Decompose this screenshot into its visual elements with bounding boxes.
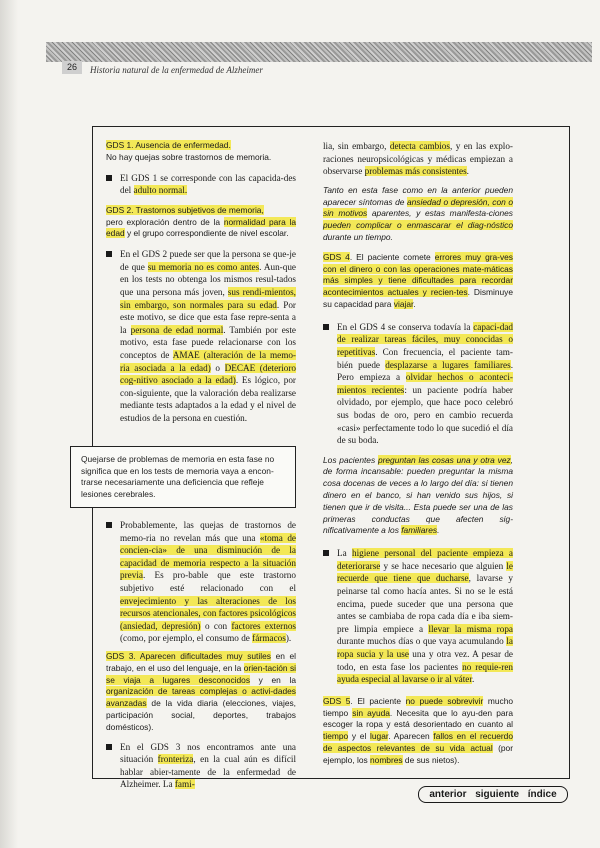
- text-run: . El paciente: [350, 695, 406, 706]
- right-column: [323, 140, 513, 767]
- text-run: . Necesita que lo ayu-den para escoger la ropa y está desorientado en cuanto al: [323, 707, 513, 730]
- callout-text: Quejarse de problemas de memoria en esta fase no significa que en los tests de memoria vaya a encon-trarse necesariamente una deficiencia que refleje lesiones cerebrales.: [81, 454, 275, 499]
- text-run: .: [413, 298, 416, 309]
- highlighted-text: normalidad para la edad: [106, 216, 296, 239]
- text-run: . El paciente comete: [349, 251, 435, 262]
- text-run: Tanto en esta fase como en la anterior pueden aparecer síntomas de: [323, 184, 513, 207]
- gds1-body: No hay quejas sobre trastornos de memoria.: [106, 151, 272, 162]
- gds5-block: [323, 696, 513, 767]
- paragraph-gds3: [106, 741, 296, 791]
- paragraph-gds2: [106, 248, 296, 424]
- highlighted-text: llevar la misma ropa: [428, 623, 513, 634]
- text-run: . Es pro-bable que este trastorno subjetivo esté relacionado con el: [120, 570, 296, 593]
- paragraph-gds4: [323, 321, 513, 447]
- gds2-title: GDS 2. Trastornos subjetivos de memoria,: [106, 204, 264, 215]
- paragraph-familia: [323, 140, 513, 178]
- text-run: en el trabajo, en el uso del lenguaje, en la: [106, 650, 296, 673]
- highlighted-text: olvidar hechos o aconteci-mientos recientes: [337, 372, 513, 395]
- highlighted-text: su memoria no es como antes: [147, 261, 260, 272]
- highlighted-text: sin ayuda: [352, 707, 390, 718]
- text-run: de la vida diaria (elecciones, viajes, participación social, deportes, trabajos domésticos).: [106, 698, 296, 732]
- highlighted-text: GDS 4: [323, 251, 350, 262]
- text-run: .: [437, 525, 440, 536]
- highlighted-text: organización de tareas complejas o activi-dades avanzadas: [106, 686, 296, 709]
- highlighted-text: fronteriza: [157, 754, 194, 765]
- text-run: . Aun-que en los tests no obtenga los mismos resul-tados que una persona más joven,: [120, 261, 297, 297]
- highlighted-text: desplazarse a lugares familiares: [385, 359, 511, 370]
- highlighted-text: lugar: [370, 731, 389, 742]
- page-number: 26: [62, 61, 82, 74]
- text-run: .: [471, 674, 475, 685]
- text-run: En el GDS 2 puede ser que la persona se que-je de que: [120, 249, 296, 272]
- text-run: durante un tiempo.: [323, 231, 393, 242]
- page-navigation: [418, 786, 568, 803]
- text-run: : un paciente podría haber olvidado, por ejemplo, que hace poco celebró sus bodas de oro, pero en cambio recuerda «casi» perfectamente todo lo que sucedió el día de su boda.: [337, 384, 513, 446]
- highlighted-text: «toma de concien-cia» de una disminución de la capacidad de memoria respecto a la situación previa: [120, 532, 296, 581]
- paragraph-gds1: [106, 172, 296, 197]
- highlighted-text: factores externos: [231, 620, 296, 631]
- highlighted-text: viajar: [393, 298, 414, 309]
- highlighted-text: tiempo: [323, 731, 349, 742]
- running-head: Historia natural de la enfermedad de Alzheimer: [90, 65, 263, 75]
- text-run: y el grupo correspondiente de nivel escolar.: [124, 228, 289, 239]
- text-run: mucho tiempo: [323, 695, 514, 718]
- text-run: (por ejemplo, los: [323, 742, 513, 765]
- scan-shadow: [0, 0, 18, 848]
- text-run: La: [337, 548, 352, 559]
- highlighted-text: envejecimiento y las alteraciones de los recursos atencionales, con factores psicológicos (ansiedad, depresión): [120, 595, 296, 631]
- paragraph-preguntas: [323, 455, 513, 538]
- text-run: , y en las explo-raciones neuropsicológicas y médicas empiezan a observarse: [323, 141, 513, 177]
- highlighted-text: no puede sobrevivir: [405, 695, 484, 706]
- highlighted-text: higiene personal del paciente empieza a deteriorarse: [337, 548, 513, 571]
- text-run: aparentes, y estas manifesta-ciones: [367, 208, 513, 219]
- highlighted-text: GDS 5: [323, 695, 351, 706]
- gds4-block: [323, 252, 513, 311]
- text-run: . Con frecuencia, el paciente tam-bién puede: [337, 346, 513, 370]
- text-run: , de forma incansable: pueden preguntar la misma cosa docenas de veces a lo largo del día: si tienen dinero en el banco, si han venido sus hijos, si tienen que ir de visita... Esta puede ser una de las primeras conductas que afecten sig-nificativamente a los: [323, 454, 513, 536]
- text-run: . También por este motivo, esta fase puede relacionarse con los conceptos de: [120, 324, 296, 360]
- text-run: o con: [200, 620, 232, 631]
- text-run: . Aparecen: [388, 731, 434, 742]
- highlighted-text: adulto normal.: [133, 185, 188, 196]
- text-run: y en la: [250, 674, 296, 685]
- gds1-title: GDS 1. Ausencia de enfermedad.: [106, 140, 231, 150]
- highlighted-text: orien-tación si se viaja a lugares desconocidos: [106, 662, 296, 685]
- paragraph-quejas: [106, 519, 296, 645]
- highlighted-text: detecta cambios: [389, 141, 450, 151]
- highlighted-text: familiares: [401, 525, 438, 536]
- text-run: lia, sin embargo,: [323, 141, 390, 151]
- highlighted-text: fami-: [174, 779, 195, 790]
- highlighted-text: fármacos: [252, 633, 286, 644]
- text-run: y se hace necesario que alguien: [380, 560, 507, 571]
- left-column-lower: [106, 519, 296, 791]
- highlighted-text: errores muy gra-ves con el dinero o con las operaciones mate-máticas más simples y tiene dificultades para recordar acontecimientos actuales y recien-tes: [323, 251, 513, 298]
- highlighted-text: GDS 3. Aparecen dificultades muy sutiles: [106, 650, 271, 661]
- text-run: . Disminuye su capacidad para: [323, 287, 514, 309]
- highlighted-text: problemas más consistentes: [364, 166, 467, 177]
- text-run: .: [466, 166, 469, 177]
- text-run: . Pero empieza a: [337, 359, 513, 383]
- prev-link[interactable]: anterior: [429, 789, 467, 800]
- highlighted-text: fallos en el recuerdo de aspectos relevantes de su vida actual: [323, 731, 513, 753]
- text-run: pero exploración dentro de la: [106, 216, 224, 227]
- text-run: y el: [348, 731, 371, 742]
- highlighted-text: capaci-dad de realizar tareas fáciles, muy conocidas o repetitivas: [337, 321, 513, 357]
- text-run: En el GDS 3 nos encontramos ante una situación: [120, 741, 296, 765]
- text-run: una y otra vez. A pesar de todo, en esta fase los pacientes: [337, 649, 513, 672]
- paragraph-higiene: [323, 547, 513, 686]
- callout-box: [70, 446, 296, 508]
- left-column: [106, 140, 296, 432]
- highlighted-text: le recuerde que tiene que ducharse: [337, 560, 513, 584]
- index-link[interactable]: índice: [527, 789, 557, 800]
- text-run: (como, por ejemplo, el consumo de: [120, 633, 253, 644]
- text-run: ).: [285, 633, 292, 644]
- highlighted-text: pueden complicar o enmascarar el diag-nóstico: [323, 220, 513, 231]
- highlighted-text: no requie-ren ayuda especial al lavarse o ir al váter: [337, 661, 513, 685]
- text-run: En el GDS 4 se conserva todavía la: [337, 321, 474, 332]
- text-run: o: [210, 362, 225, 373]
- text-run: Probablemente, las quejas de trastornos de memo-ria no revelan más que una: [120, 520, 296, 543]
- highlighted-text: preguntan las cosas una y otra vez: [377, 454, 511, 465]
- paragraph-sintomas: [323, 185, 513, 244]
- text-run: durante muchos días o que vaya acumulando: [337, 636, 507, 647]
- text-run: , lavarse y peinarse tal como hacía antes. Si no se le está encima, puede suceder que una persona que antes se cambiaba de ropa cada día e iba siem-pre limpia empiece a: [337, 573, 514, 634]
- highlighted-text: DECAE (deterioro cog-nitivo asociado a la edad): [120, 362, 297, 386]
- gds3-block: [106, 651, 296, 734]
- text-run: , en la cual aún es difícil hablar abier-tamente de la enfermedad de Alzheimer. La: [120, 754, 297, 790]
- text-run: . Por este motivo, se dice que esta fase repre-senta a la: [120, 299, 296, 335]
- header-band: [46, 42, 592, 62]
- text-run: Los pacientes: [323, 454, 378, 465]
- gds2-block: [106, 205, 296, 240]
- highlighted-text: AMAE (alteración de la memo-ria asociada a la edad): [120, 349, 296, 373]
- text-run: de sus nietos).: [402, 754, 460, 765]
- gds1-block: [106, 140, 296, 164]
- highlighted-text: persona de edad normal: [130, 324, 224, 335]
- highlighted-text: la ropa sucia y la use: [337, 636, 513, 660]
- next-link[interactable]: siguiente: [475, 789, 520, 800]
- highlighted-text: ansiedad o depresión, con o sin motivos: [323, 196, 513, 219]
- highlighted-text: nombres: [370, 754, 403, 765]
- text-run: El GDS 1 se corresponde con las capacida-des del: [120, 172, 296, 196]
- text-run: . Es lógico, por con-siguiente, que la valoración deba realizarse mediante tests adaptados a la edad y el nivel de estudios de la persona en cuestión.: [120, 375, 296, 423]
- highlighted-text: sus rendi-mientos, sin embargo, son normales para su edad: [120, 286, 296, 310]
